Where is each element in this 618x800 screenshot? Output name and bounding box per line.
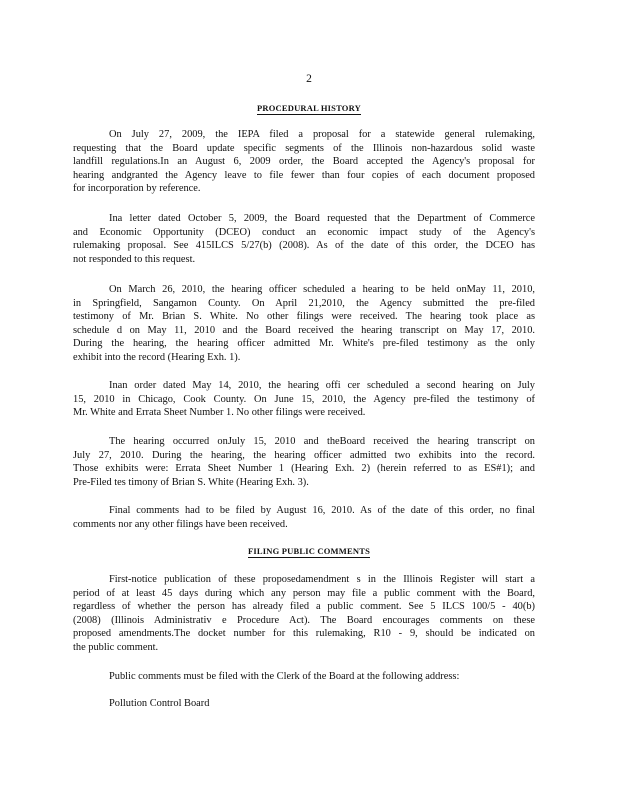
heading-text: FILING PUBLIC COMMENTS xyxy=(248,546,370,556)
text-line: and Economic Opportunity (DCEO) conduct an economic impact study of the Agency's xyxy=(73,226,535,238)
text-line: landfill regulations.In an August 6, 2009 order, the Board accepted the Agency's proposal for xyxy=(73,156,535,167)
text-line: schedule d on May 11, 2010 and the Board received the hearing transcript on May 17, 2010. xyxy=(73,324,535,336)
paragraph-4 xyxy=(73,379,535,420)
text-line: the public comment. xyxy=(73,641,159,653)
text-line: Final comments had to be filed by August 16, 2010. As of the date of this order, no final xyxy=(109,505,535,516)
paragraph-5 xyxy=(73,435,535,489)
text-line: requesting that the Board update specific segments of the Illinois non-hazardous solid waste xyxy=(73,142,535,154)
text-line: comments nor any other filings have been received. xyxy=(73,518,288,530)
public-comments-instruction: Public comments must be filed with the Clerk of the Board at the following address: xyxy=(109,671,460,682)
page-number: 2 xyxy=(306,73,312,85)
text-line: rulemaking proposal. See 415ILCS 5/27(b) (2008). As of the date of this order, the DCEO has xyxy=(73,240,535,251)
text-line: 15, 2010 in Chicago, Cook County. On June 15, 2010, the Agency pre-filed the testimony of xyxy=(73,393,535,405)
text-line: First-notice publication of these proposedamendment s in the Illinois Register will start a xyxy=(109,574,535,585)
text-line: proposed amendments.The docket number for this rulemaking, R10 - 9, should be indicated on xyxy=(73,628,535,639)
text-line: (2008) (Illinois Administrativ e Procedure Act). The Board encourages comments on these xyxy=(73,614,535,626)
text-line: July 27, 2010. During the hearing, the hearing officer admitted two exhibits into the record. xyxy=(73,449,535,461)
text-line: regardless of whether the person has already filed a public comment. See 5 ILCS 100/5 - 40(b) xyxy=(73,601,535,612)
text-line: Pre-Filed tes timony of Brian S. White (Hearing Exh. 3). xyxy=(73,476,309,488)
text-line: period of at least 45 days during which any person may file a public comment with the Board, xyxy=(73,587,535,599)
text-line: testimony of Mr. Brian S. White. No other filings were received. The hearing took place as xyxy=(73,311,535,322)
paragraph-6 xyxy=(73,504,535,531)
section-heading-procedural-history xyxy=(0,103,618,115)
paragraph-7 xyxy=(73,573,535,654)
paragraph-1 xyxy=(73,128,535,196)
text-line: Mr. White and Errata Sheet Number 1. No other filings were received. xyxy=(73,407,366,418)
text-line: exhibit into the record (Hearing Exh. 1). xyxy=(73,351,241,363)
text-line: During the hearing, the hearing officer admitted Mr. White's pre-filed testimony as the only xyxy=(73,338,535,349)
heading-text: PROCEDURAL HISTORY xyxy=(257,103,361,113)
paragraph-3 xyxy=(73,283,535,364)
text-line: not responded to this request. xyxy=(73,253,196,265)
text-line: Inan order dated May 14, 2010, the hearing offi cer scheduled a second hearing on July xyxy=(109,380,535,391)
text-line: On July 27, 2009, the IEPA filed a proposal for a statewide general rulemaking, xyxy=(109,129,535,140)
text-line: hearing andgranted the Agency leave to file fewer than four copies of each document proposed xyxy=(73,169,535,181)
section-heading-filing-public-comments xyxy=(0,546,618,558)
address-line: Pollution Control Board xyxy=(109,698,210,709)
text-line: Those exhibits were: Errata Sheet Number 1 (Hearing Exh. 2) (herein referred to as ES#1); and xyxy=(73,463,535,474)
text-line: in Springfield, Sangamon County. On April 21,2010, the Agency submitted the pre-filed xyxy=(73,297,535,309)
paragraph-2 xyxy=(73,212,535,266)
text-line: The hearing occurred onJuly 15, 2010 and theBoard received the hearing transcript on xyxy=(109,436,535,447)
text-line: Ina letter dated October 5, 2009, the Board requested that the Department of Commerce xyxy=(109,213,535,224)
text-line: On March 26, 2010, the hearing officer scheduled a hearing to be held onMay 11, 2010, xyxy=(109,284,535,295)
text-line: for incorporation by reference. xyxy=(73,183,201,194)
